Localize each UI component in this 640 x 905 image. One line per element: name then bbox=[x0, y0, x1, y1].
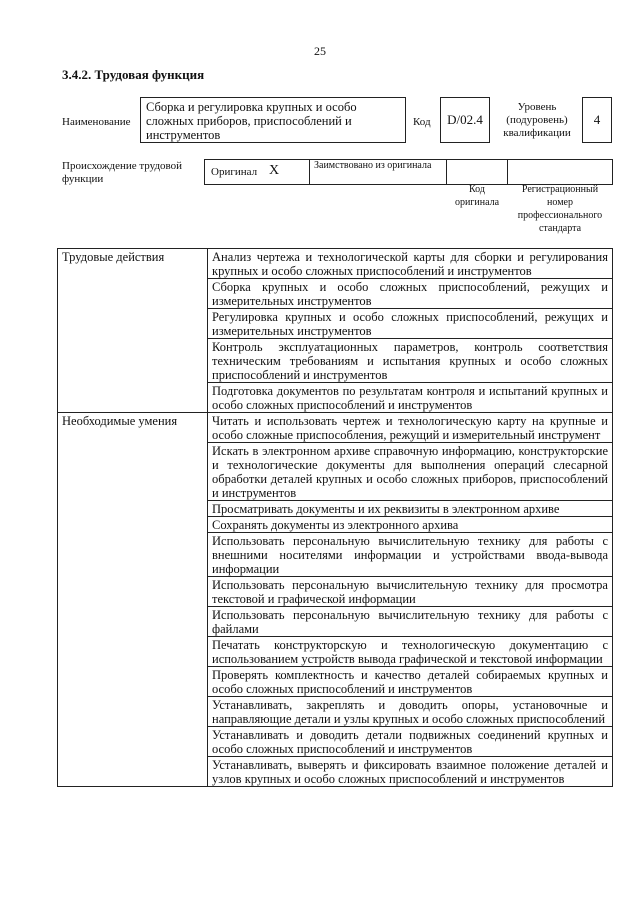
reg-number-label: Регистрационный номер профессионального стандарта bbox=[517, 184, 603, 234]
reg-number-cell bbox=[507, 159, 613, 185]
name-label: Наименование bbox=[62, 116, 131, 128]
section-title: 3.4.2. Трудовая функция bbox=[62, 67, 205, 82]
borrowed-label: Заимствовано из оригинала bbox=[314, 160, 432, 171]
original-code-cell bbox=[446, 159, 508, 185]
function-name-value: Сборка и регулировка крупных и особо сложных приборов, приспособлений и инструментов bbox=[140, 97, 406, 143]
skills-item: Сохранять документы из электронного архива bbox=[208, 517, 613, 533]
actions-label: Трудовые действия bbox=[58, 249, 208, 413]
skills-row bbox=[58, 413, 613, 443]
skills-item: Просматривать документы и их реквизиты в электронном архиве bbox=[208, 501, 613, 517]
function-table-body bbox=[58, 249, 613, 787]
skills-label: Необходимые умения bbox=[58, 413, 208, 787]
skills-item: Читать и использовать чертеж и технологическую карту на крупные и особо сложные приспособления, режущий и измерительный инструмент bbox=[208, 413, 613, 443]
original-cell bbox=[204, 159, 310, 185]
skills-item: Использовать персональную вычислительную технику для просмотра текстовой и графической информации bbox=[208, 577, 613, 607]
actions-item: Подготовка документов по результатам контроля и испытаний крупных и особо сложных приспособлений и инструментов bbox=[208, 383, 613, 413]
origin-label: Происхождение трудовой функции bbox=[62, 160, 183, 185]
actions-row bbox=[58, 249, 613, 279]
original-code-label: Код оригинала bbox=[454, 184, 500, 208]
borrowed-cell bbox=[309, 159, 447, 185]
skills-item: Устанавливать, закреплять и доводить опоры, установочные и направляющие детали и узлы крупных и особо сложных приспособлений bbox=[208, 697, 613, 727]
skills-item: Устанавливать и доводить детали подвижных соединений крупных и особо сложных приспособлений и инструментов bbox=[208, 727, 613, 757]
original-label: Оригинал bbox=[211, 166, 258, 178]
skills-item: Использовать персональную вычислительную технику для работы с файлами bbox=[208, 607, 613, 637]
code-label: Код bbox=[413, 116, 431, 128]
actions-item: Регулировка крупных и особо сложных приспособлений, режущих и измерительных инструментов bbox=[208, 309, 613, 339]
skills-item: Использовать персональную вычислительную технику для работы с внешними носителями информации и устройствами ввода-вывода информации bbox=[208, 533, 613, 577]
actions-item: Контроль эксплуатационных параметров, контроль соответствия техническим требованиям и испытания крупных и особо сложных приспособлений и инструментов bbox=[208, 339, 613, 383]
actions-item: Анализ чертежа и технологической карты для сборки и регулирования крупных и особо сложных приспособлений и инструментов bbox=[208, 249, 613, 279]
skills-item: Устанавливать, выверять и фиксировать взаимное положение деталей и узлов крупных и особо сложных приспособлений и инструментов bbox=[208, 757, 613, 787]
actions-item: Сборка крупных и особо сложных приспособлений, режущих и измерительных инструментов bbox=[208, 279, 613, 309]
page-number: 25 bbox=[314, 44, 326, 58]
qualification-level-label: Уровень (подуровень) квалификации bbox=[503, 101, 571, 139]
skills-item: Печатать конструкторскую и технологическую документацию с использованием устройств вывода графической и текстовой информации bbox=[208, 637, 613, 667]
function-table bbox=[57, 248, 613, 787]
original-mark: X bbox=[269, 163, 280, 178]
skills-item: Проверять комплектность и качество деталей собираемых крупных и особо сложных приспособлений и инструментов bbox=[208, 667, 613, 697]
code-value: D/02.4 bbox=[440, 97, 490, 143]
qualification-level-value: 4 bbox=[582, 97, 612, 143]
skills-item: Искать в электронном архиве справочную информацию, конструкторские и технологические документы для выполнения операций слесарной обработки деталей крупных и особо сложных приборов, приспособлений и инструментов bbox=[208, 443, 613, 501]
